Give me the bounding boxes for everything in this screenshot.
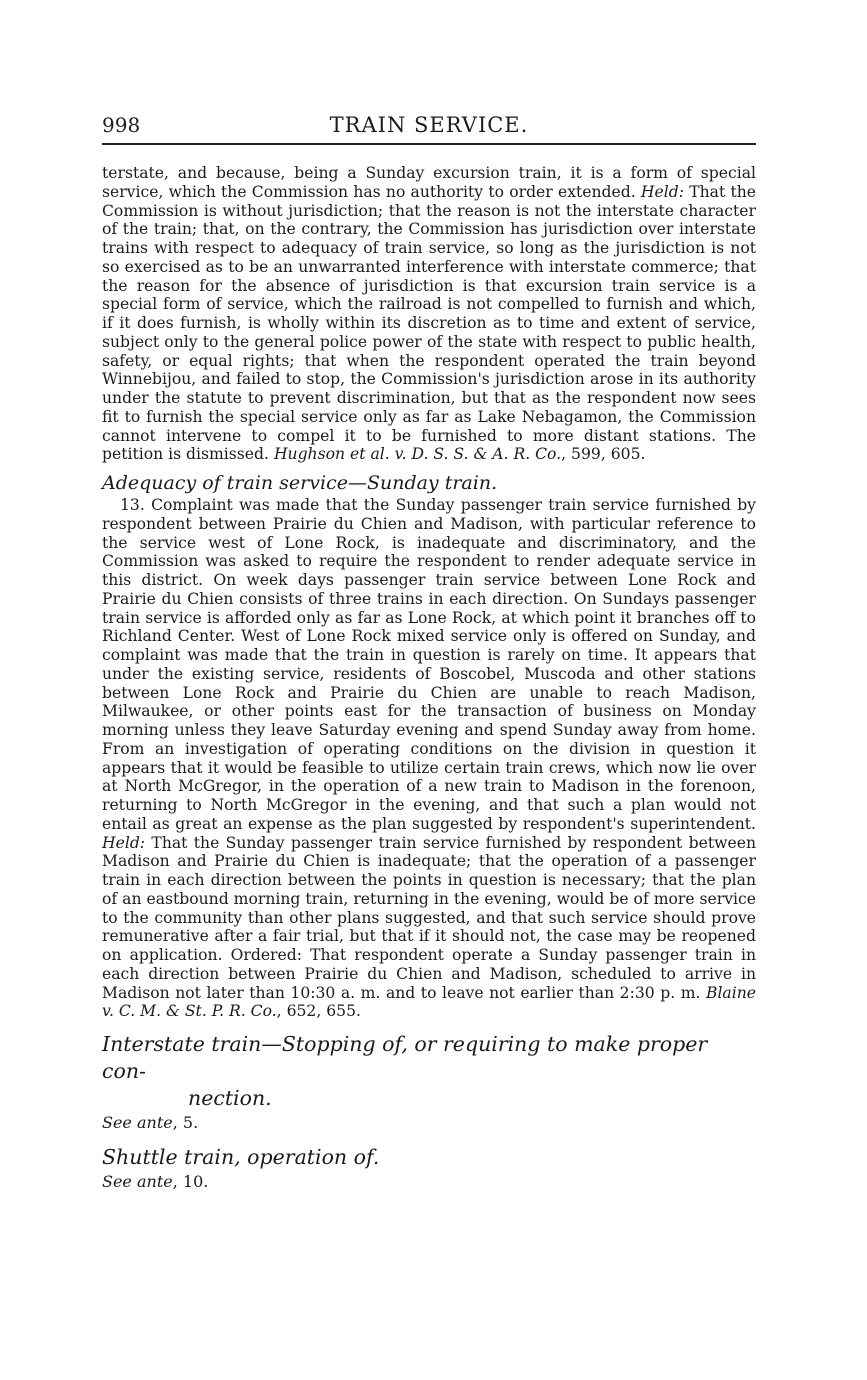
held-label: Held: [640,182,684,201]
section-heading: Adequacy of train service—Sunday train. [102,472,498,494]
case-name: Blaine v. C. M. & St. P. R. Co. [102,983,756,1021]
running-title: TRAIN SERVICE. [329,113,529,137]
paragraph-text: 13. Complaint was made that the Sunday passenger train service furnished by respondent between Prairie du Chien and Madison, with particular reference to the service west of Lone Rock, is inadequate and discriminatory, and the Commission was asked to require the respondent to render adequate service in this district. On week days passenger train service between Lone Rock and Prairie du Chien consists of three trains in each direction. On Sundays passenger train service is afforded only as far as Lone Rock, at which point it branches off to Richland Center. West of Lone Rock mixed service only is offered on Sunday, and complaint was made that the train in question is rarely on time. It appears that under the existing service, residents of Boscobel, Muscoda and other stations between Lone Rock and Prairie du Chien are unable to reach Madison, Milwaukee, or other points east for the transaction of business on Monday morning unless they leave Saturday evening and spend Sunday away from home. From an investigation of operating conditions on the division in question it appears that it would be feasible to utilize certain train crews, which now lie over at North McGregor, in the operation of a new train to Madison in the forenoon, returning to North McGregor in the evening, and that such a plan would not entail as great an expense as the plan suggested by respondent's superintendent. [102,496,756,833]
held-label: Held: [102,833,146,852]
section-heading [102,1031,756,1112]
page-number: 998 [102,113,141,137]
cross-reference [102,1171,756,1193]
case-name: Hughson et al. v. D. S. S. & A. R. Co. [273,445,562,464]
section-heading: Shuttle train, operation of. [102,1145,380,1169]
paragraph-text: That the Commission is without jurisdiction; that the reason is not the interstate character of the train; that, on the contrary, the Commission has jurisdiction over interstate trains with respect to adequacy of train service, so long as the jurisdiction is not so exercised as to be an unwarranted interference with interstate commerce; that the reason for the absence of jurisdiction is that excursion train service is a special form of service, which the railroad is not compelled to furnish and which, if it does furnish, is wholly within its discretion as to time and extent of service, subject only to the general police power of the state with respect to public health, safety, or equal rights; that when the respondent operated the train beyond Winnebijou, and failed to stop, the Commission's jurisdiction arose in its authority under the statute to prevent discrimination, but that as the respondent now sees fit to furnish the special service only as far as Lake Nebagamon, the Commission cannot intervene to compel it to be furnished to more distant stations. The petition is dismissed. [102,182,756,464]
page-header [102,113,756,145]
see-label: See ante [102,1172,173,1191]
heading-line: nection. [188,1086,272,1110]
case-citation: , 599, 605. [561,445,646,464]
see-ref: , 5. [172,1113,199,1132]
case-citation: , 652, 655. [276,1002,361,1021]
paragraph-text: terstate, and because, being a Sunday excursion train, it is a form of special service, which the Commission has no authority to order extended. [102,164,756,201]
see-label: See ante [102,1113,173,1132]
cross-reference [102,1112,756,1134]
section-paragraph [102,496,756,1021]
body-text [102,164,756,1193]
heading-line: Interstate train—Stopping of, or requiring to make proper con- [102,1032,708,1083]
continued-paragraph [102,164,756,464]
paragraph-text: That the Sunday passenger train service furnished by respondent between Madison and Prairie du Chien is inadequate; that the operation of a passenger train in each direction between the points in question is necessary; that the plan of an eastbound morning train, returning in the evening, would be of more service to the community than other plans suggested, and that such service should prove remunerative after a fair trial, but that if it should not, the case may be reopened on application. Ordered: That respondent operate a Sunday passenger train in each direction between Prairie du Chien and Madison, scheduled to arrive in Madison not later than 10:30 a. m. and to leave not earlier than 2:30 p. m. [102,833,756,1002]
see-ref: , 10. [172,1172,209,1191]
